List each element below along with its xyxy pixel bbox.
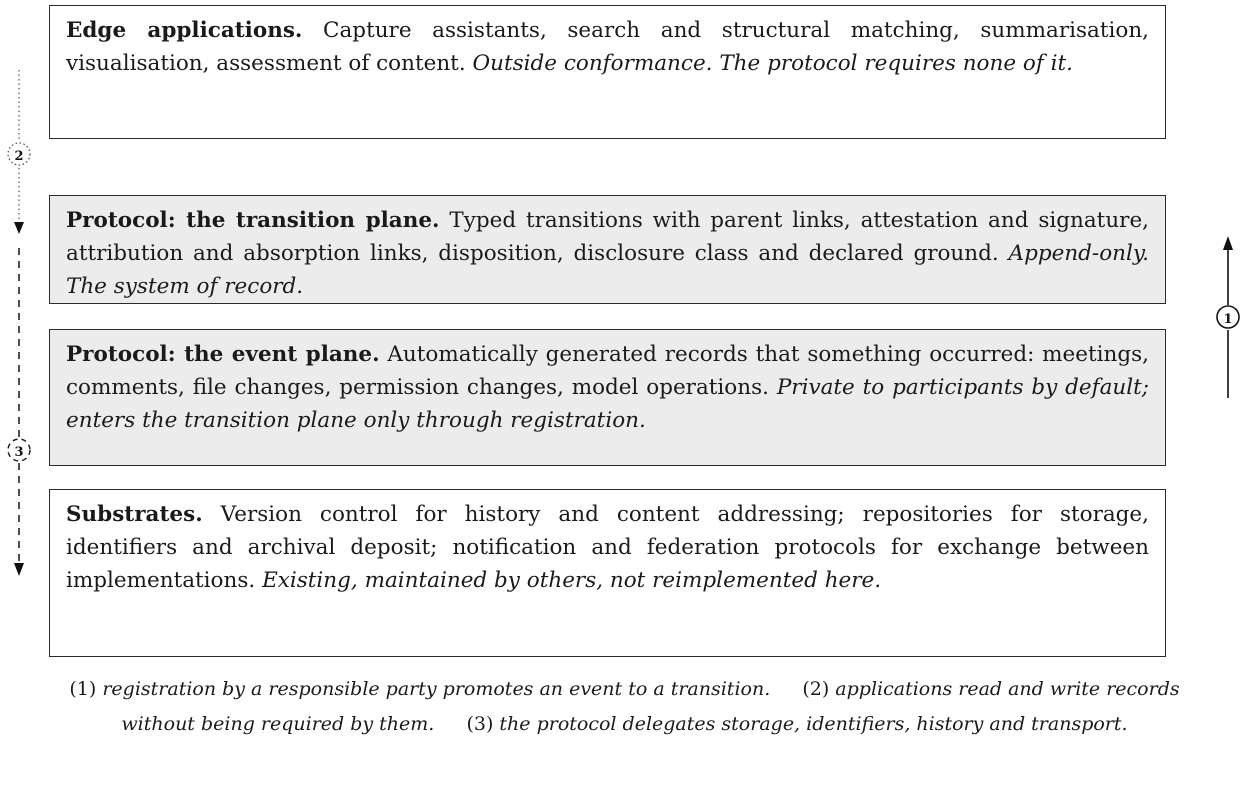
figure-caption [0, 672, 1249, 742]
marker-2-label: 2 [14, 149, 24, 164]
layer-body: Typed transitions with parent links, attestation and signature, attribution and absorption links, disposition, disclosure class and declared ground. [66, 208, 1150, 266]
layer-title: Protocol: the transition plane. [66, 208, 440, 233]
marker-3-label: 3 [14, 445, 24, 460]
layer-note: Private to participants by default; enters the transition plane only through registration. [66, 375, 1149, 433]
caption-2-number: (2) [802, 678, 830, 700]
layer-note: Outside conformance. The protocol requires none of it. [472, 51, 1073, 76]
layer-note: Existing, maintained by others, not reimplemented here. [262, 568, 882, 593]
caption-1-number: (1) [69, 678, 97, 700]
arrow-3-delegation [8, 248, 30, 576]
caption-3-text: the protocol delegates storage, identifiers, history and transport. [499, 713, 1128, 735]
arrow-1-registration [1217, 236, 1239, 398]
layer-note: Append-only. The system of record. [66, 241, 1149, 299]
layer-title: Substrates. [66, 502, 203, 527]
caption-2-text-a: applications read and write records [835, 678, 1180, 700]
layer-body: Automatically generated records that something occurred: meetings, comments, file changes, permission changes, model operations. [66, 342, 1149, 400]
layer-body: Capture assistants, search and structural matching, summarisation, visualisation, assessment of content. [66, 18, 1149, 76]
layer-title: Protocol: the event plane. [66, 342, 380, 367]
layer-body: Version control for history and content addressing; repositories for storage, identifiers and archival deposit; notification and federation protocols for exchange between implementations. [66, 502, 1149, 593]
caption-3-number: (3) [466, 713, 494, 735]
marker-1-label: 1 [1223, 312, 1233, 327]
layer-title: Edge applications. [66, 18, 303, 43]
caption-2-text-b: without being required by them. [121, 713, 435, 735]
caption-1-text: registration by a responsible party promotes an event to a transition. [102, 678, 771, 700]
arrow-2-read-write [8, 70, 30, 234]
